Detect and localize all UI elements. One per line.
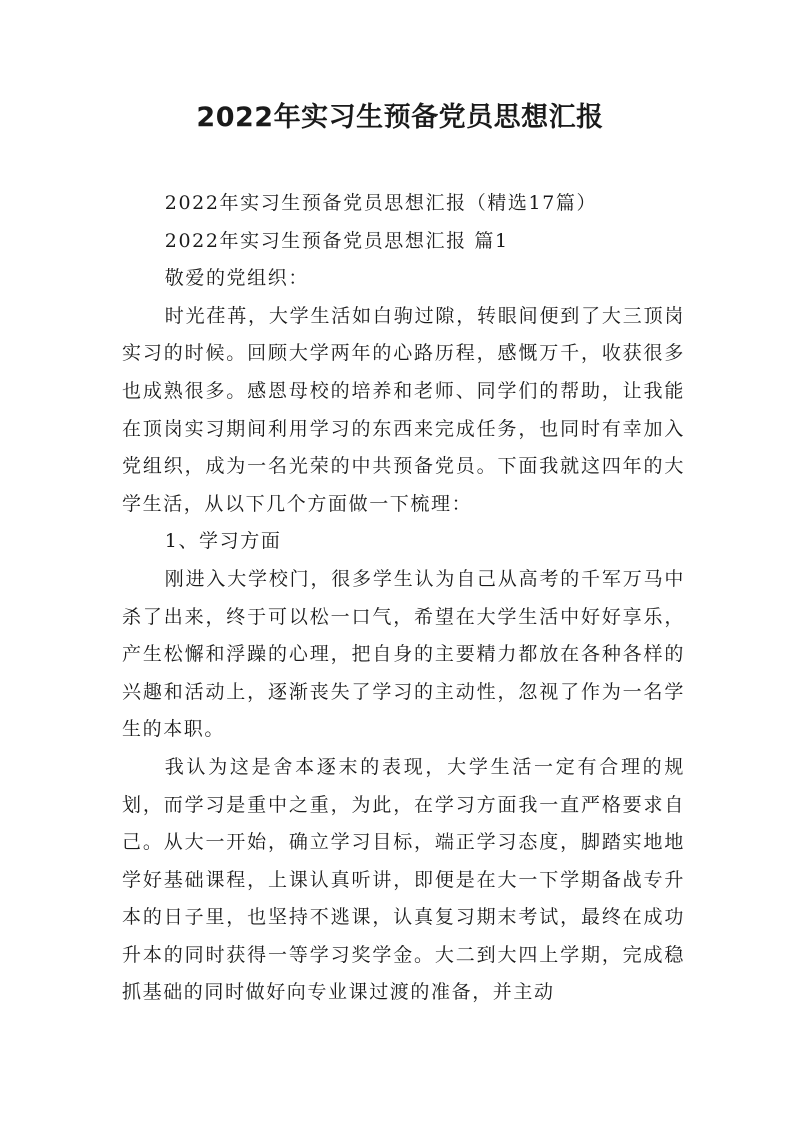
subsection-heading: 1、学习方面 (164, 530, 282, 553)
section-heading: 2022年实习生预备党员思想汇报 篇1 (164, 229, 509, 252)
body-paragraph: 我认为这是舍本逐末的表现，大学生活一定有合理的规划，而学习是重中之重，为此，在学习方面我一直严格要求自己。从大一开始，确立学习目标，端正学习态度，脚踏实地地学好基础课程，上课认真听讲，即便是在大一下学期备战专升本的日子里，也坚持不逃课，认真复习期末考试，最终在成功升本的同时获得一等学习奖学金。大二到大四上学期，完成稳抓基础的同时做好向专业课过渡的准备，并主动 (122, 755, 685, 1004)
body-paragraph: 刚进入大学校门，很多学生认为自己从高考的千军万马中杀了出来，终于可以松一口气，希望在大学生活中好好享乐，产生松懈和浮躁的心理，把自身的主要精力都放在各种各样的兴趣和活动上，逐渐丧失了学习的主动性，忽视了作为一名学生的本职。 (122, 567, 685, 741)
salutation: 敬爱的党组织： (164, 267, 309, 290)
document-title: 2022年实习生预备党员思想汇报 (196, 102, 604, 133)
document-body (122, 185, 685, 1012)
subtitle-paragraph: 2022年实习生预备党员思想汇报（精选17篇） (164, 192, 598, 214)
body-paragraph: 时光荏苒，大学生活如白驹过隙，转眼间便到了大三顶岗实习的时候。回顾大学两年的心路历程，感慨万千，收获很多也成熟很多。感恩母校的培养和老师、同学们的帮助，让我能在顶岗实习期间利用学习的东西来完成任务，也同时有幸加入党组织，成为一名光荣的中共预备党员。下面我就这四年的大学生活，从以下几个方面做一下梳理： (122, 304, 685, 515)
